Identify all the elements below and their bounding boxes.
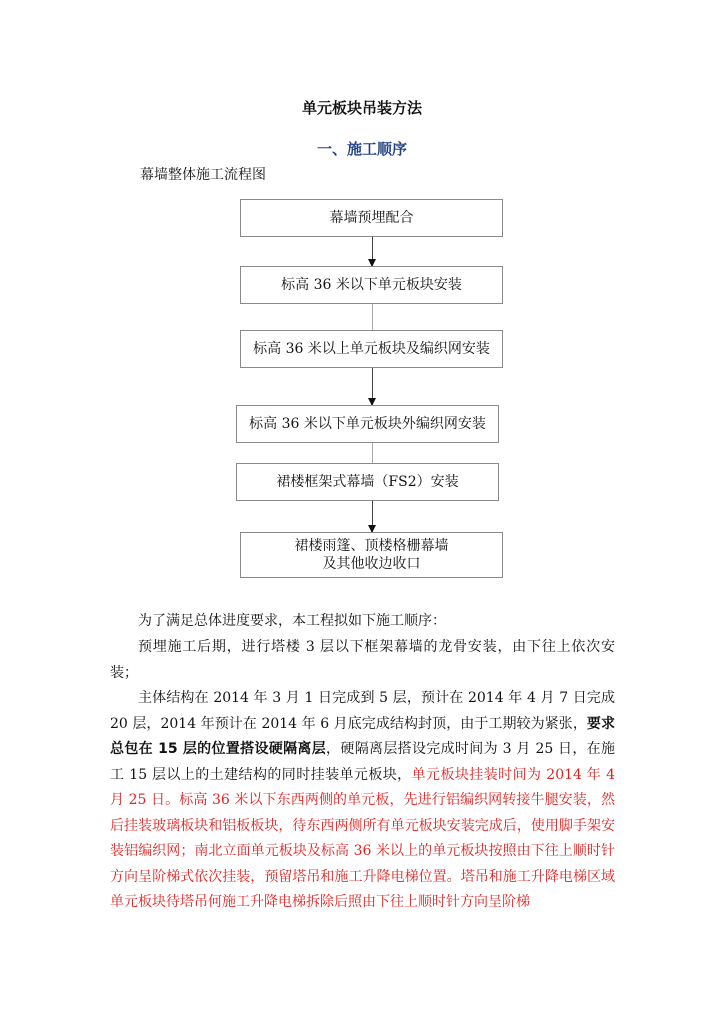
flow-step-6 [240,532,503,578]
flow-arrow-5 [372,501,373,532]
flow-step-5 [236,463,499,501]
paragraph-3-text-a: 主体结构在 2014 年 3 月 1 日完成到 5 层，预计在 2014 年 4 月 7 日完成 20 层，2014 年预计在 2014 年 6 月底完成结构封顶，由于工期较为紧张， [110,690,615,732]
flow-step-1-label: 幕墙预埋配合 [329,210,414,226]
flow-arrow-1 [372,237,373,266]
flow-connector-2 [372,304,373,330]
flowchart-caption: 幕墙整体施工流程图 [140,167,266,183]
paragraph-3-text-b: ，硬隔离层搭设完成时间为 3 月 25 日，在施工 15 层以上的土建结构的同时挂装单元板块， [110,741,615,783]
paragraph-2: 预埋施工后期，进行塔楼 3 层以下框架幕墙的龙骨安装，由下往上依次安装； [110,639,615,681]
paragraph-3-red-schedule: 单元板块挂装时间为 2014 年 4 月 25 日。标高 36 米以下东西两侧的单元板，先进行铝编织网转接牛腿安装，然后挂装玻璃板块和铝板板块，待东西两侧所有单元板块安装完成后，使用脚手架安装铝编织网；南北立面单元板块及标高 36 米以上的单元板块按照由下往上顺时针方向呈阶梯式依次挂装，预留塔吊和施工升降电梯位置。塔吊和施工升降电梯区域单元板块待塔吊何施工升降电梯拆除后照由下往上顺时针方向呈阶梯 [110,766,615,910]
flow-step-5-label: 裙楼框架式幕墙（FS2）安装 [276,474,459,490]
flow-arrow-3 [372,368,373,405]
document-title: 单元板块吊装方法 [301,99,422,117]
flow-step-2-label: 标高 36 米以下单元板块安装 [281,277,462,293]
flow-step-3 [240,330,503,368]
flow-step-6-label-line2: 及其他收边收口 [322,556,421,572]
flow-step-1 [240,199,503,237]
flow-step-3-label: 标高 36 米以上单元板块及编织网安装 [253,341,490,357]
paragraph-1: 为了满足总体进度要求，本工程拟如下施工顺序： [138,613,446,629]
flow-step-6-label-line1: 裙楼雨篷、顶楼格栅幕墙 [294,538,449,554]
flow-step-4-label: 标高 36 米以下单元板块外编织网安装 [249,416,486,432]
flow-step-4 [236,405,499,443]
flow-step-2 [240,266,503,304]
section-heading: 一、施工顺序 [316,140,407,158]
paragraph-3-bold-requirement: 要求总包在 15 层的位置搭设硬隔离层 [110,715,615,757]
flow-connector-4 [372,443,373,463]
paragraph-3 [110,686,615,916]
